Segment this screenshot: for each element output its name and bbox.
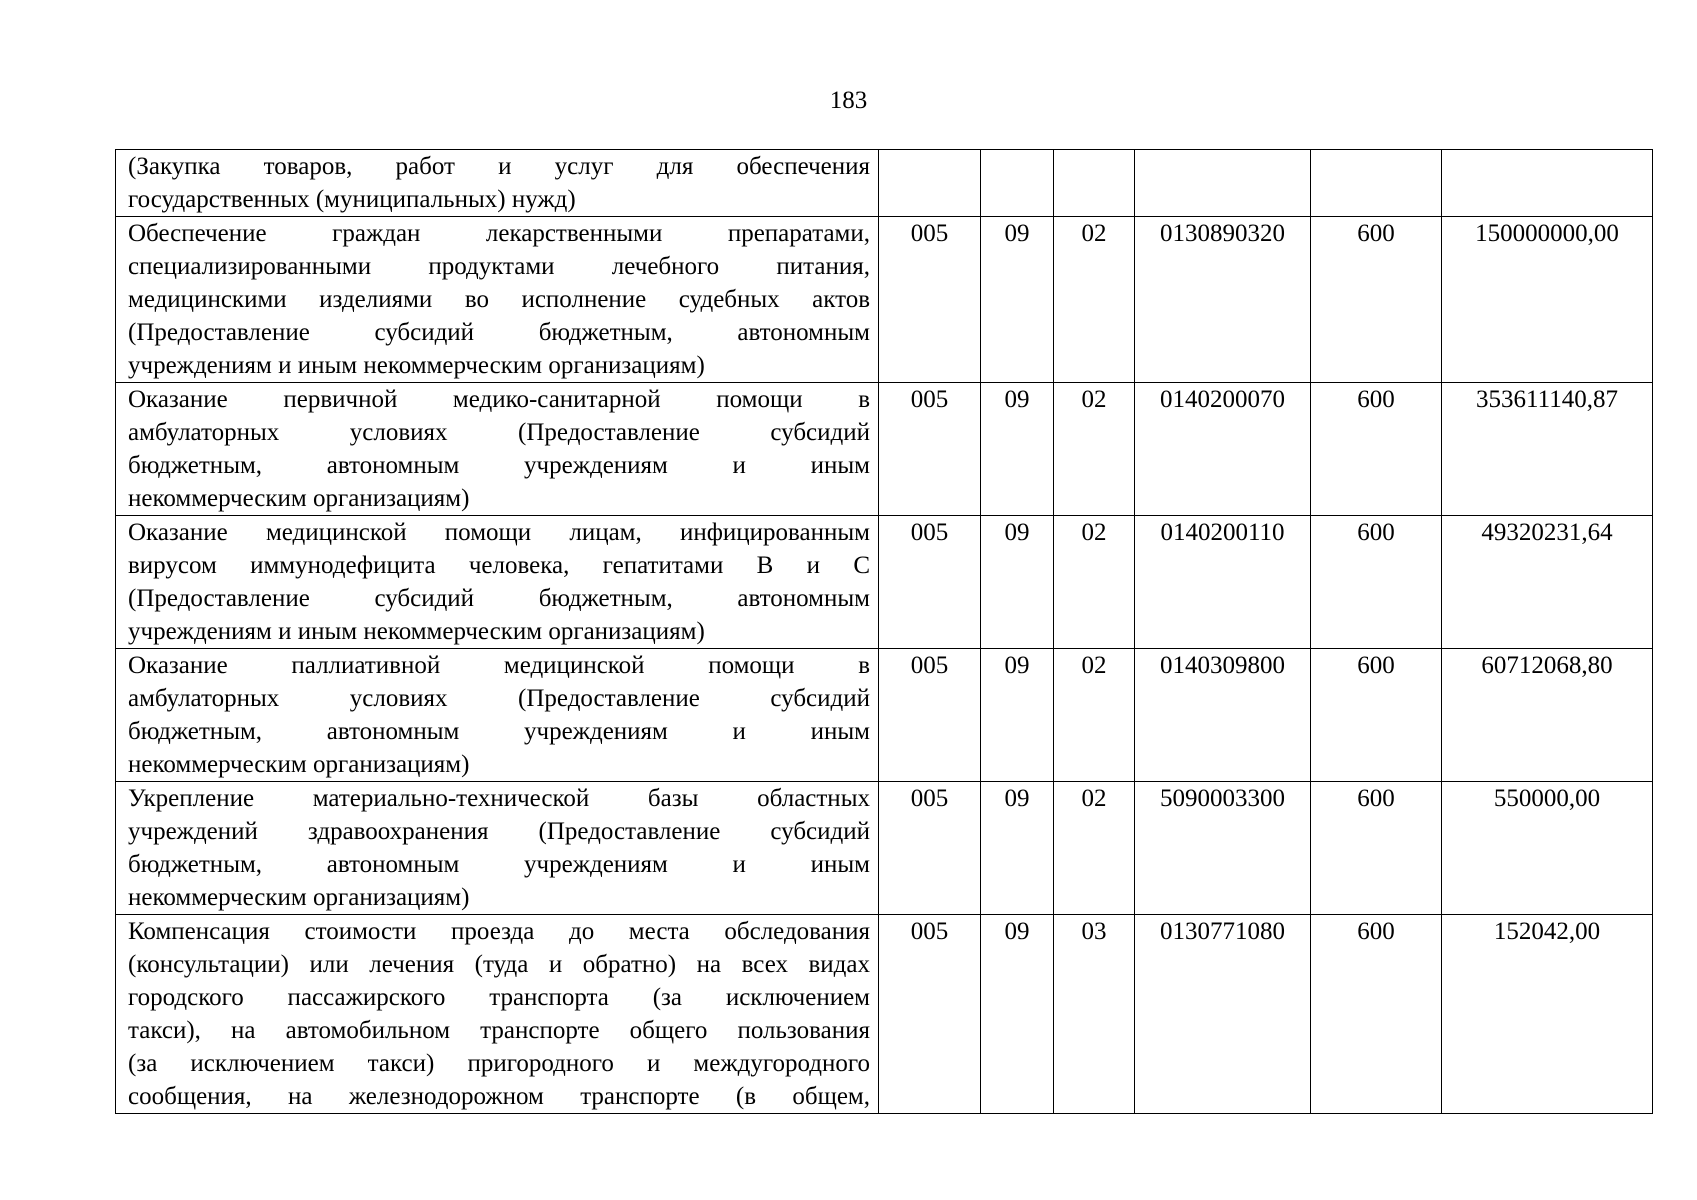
table-row [116,150,1653,217]
row-description [116,516,879,649]
table-row [116,383,1653,516]
table-row [116,782,1653,915]
description-line: (за исключением такси) пригородного и междугородного [128,1050,870,1077]
target-article-code: 0130771080 [1135,915,1311,1114]
description-line: некоммерческим организациям) [128,751,470,778]
description-line: некоммерческим организациям) [128,884,470,911]
expense-type-code: 600 [1311,782,1442,915]
description-line: медицинскими изделиями во исполнение судебных актов [128,286,870,313]
section-code: 09 [981,649,1054,782]
expense-type-code: 600 [1311,217,1442,383]
amount-value: 150000000,00 [1442,217,1653,383]
section-code: 09 [981,915,1054,1114]
target-article-code: 0130890320 [1135,217,1311,383]
description-line: (консультации) или лечения (туда и обратно) на всех видах [128,951,870,978]
description-line: бюджетным, автономным учреждениям и иным [128,851,870,878]
row-description [116,649,879,782]
ministry-code: 005 [879,217,981,383]
description-line: бюджетным, автономным учреждениям и иным [128,452,870,479]
subsection-code: 02 [1054,217,1135,383]
description-line: Оказание первичной медико-санитарной помощи в [128,386,870,413]
description-line: учреждений здравоохранения (Предоставление субсидий [128,818,870,845]
ministry-code: 005 [879,782,981,915]
subsection-code [1054,150,1135,217]
ministry-code: 005 [879,383,981,516]
target-article-code: 0140200110 [1135,516,1311,649]
description-line: (Предоставление субсидий бюджетным, автономным [128,585,870,612]
ministry-code [879,150,981,217]
section-code: 09 [981,217,1054,383]
table-row [116,649,1653,782]
ministry-code: 005 [879,516,981,649]
amount-value: 353611140,87 [1442,383,1653,516]
expense-type-code: 600 [1311,516,1442,649]
target-article-code [1135,150,1311,217]
section-code: 09 [981,782,1054,915]
expense-type-code [1311,150,1442,217]
subsection-code: 02 [1054,516,1135,649]
budget-table [115,149,1653,1114]
description-line: амбулаторных условиях (Предоставление субсидий [128,685,870,712]
description-line: городского пассажирского транспорта (за исключением [128,984,870,1011]
description-line: такси), на автомобильном транспорте общего пользования [128,1017,870,1044]
description-line: Обеспечение граждан лекарственными препаратами, [128,220,870,247]
subsection-code: 02 [1054,383,1135,516]
description-line: учреждениям и иным некоммерческим организациям) [128,352,705,379]
amount-value: 152042,00 [1442,915,1653,1114]
table-row [116,915,1653,1114]
description-line: Оказание паллиативной медицинской помощи в [128,652,870,679]
description-line: вирусом иммунодефицита человека, гепатитами В и С [128,552,870,579]
table-body [116,150,1653,1114]
description-line: сообщения, на железнодорожном транспорте (в общем, [128,1083,870,1110]
description-line: Оказание медицинской помощи лицам, инфицированным [128,519,870,546]
subsection-code: 02 [1054,782,1135,915]
expense-type-code: 600 [1311,383,1442,516]
section-code: 09 [981,383,1054,516]
description-line: Компенсация стоимости проезда до места обследования [128,918,870,945]
row-description [116,150,879,217]
ministry-code: 005 [879,915,981,1114]
expense-type-code: 600 [1311,915,1442,1114]
section-code: 09 [981,516,1054,649]
amount-value [1442,150,1653,217]
description-line: некоммерческим организациям) [128,485,470,512]
section-code [981,150,1054,217]
description-line: государственных (муниципальных) нужд) [128,186,576,213]
description-line: учреждениям и иным некоммерческим организациям) [128,618,705,645]
row-description [116,383,879,516]
target-article-code: 0140200070 [1135,383,1311,516]
row-description [116,217,879,383]
target-article-code: 0140309800 [1135,649,1311,782]
amount-value: 550000,00 [1442,782,1653,915]
description-line: (Предоставление субсидий бюджетным, автономным [128,319,870,346]
subsection-code: 02 [1054,649,1135,782]
amount-value: 49320231,64 [1442,516,1653,649]
row-description [116,915,879,1114]
table-row [116,516,1653,649]
description-line: амбулаторных условиях (Предоставление субсидий [128,419,870,446]
table-row [116,217,1653,383]
row-description [116,782,879,915]
description-line: Укрепление материально-технической базы областных [128,785,870,812]
description-line: специализированными продуктами лечебного питания, [128,253,870,280]
description-line: бюджетным, автономным учреждениям и иным [128,718,870,745]
ministry-code: 005 [879,649,981,782]
page-number: 183 [829,87,868,114]
target-article-code: 5090003300 [1135,782,1311,915]
amount-value: 60712068,80 [1442,649,1653,782]
subsection-code: 03 [1054,915,1135,1114]
expense-type-code: 600 [1311,649,1442,782]
description-line: (Закупка товаров, работ и услуг для обеспечения [128,153,870,180]
